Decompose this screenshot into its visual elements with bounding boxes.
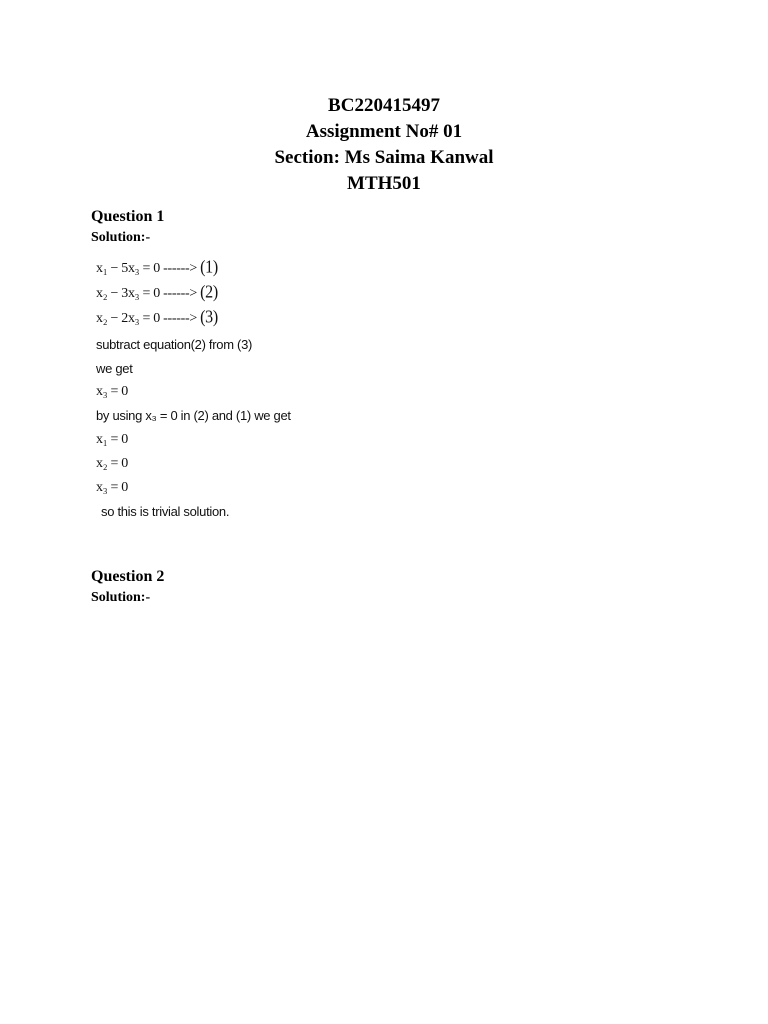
assignment-title: Assignment No# 01 [305, 121, 463, 142]
question-1-solution-label: Solution:- [91, 230, 151, 245]
document-header [0, 93, 768, 197]
x3-result: x₃ = 0 [96, 480, 128, 495]
student-id: BC220415497 [328, 95, 440, 116]
x3-zero-equation: x₃ = 0 [96, 384, 128, 399]
equation-2 [96, 283, 218, 303]
section-name: Section: Ms Saima Kanwal [274, 147, 494, 168]
solution-equations-image [96, 258, 336, 528]
course-code: MTH501 [347, 173, 421, 194]
we-get-text: we get [96, 361, 133, 376]
trivial-solution-conclusion: so this is trivial solution. [101, 504, 230, 519]
subtract-instruction: subtract equation(2) from (3) [96, 337, 253, 352]
equation-2-lhs: x₂ − 3x₃ = 0 ------> [96, 286, 197, 301]
equation-3-lhs: x₂ − 2x₃ = 0 ------> [96, 311, 197, 326]
equation-1 [96, 258, 218, 278]
question-2-solution-label: Solution:- [91, 590, 151, 605]
by-using-instruction: by using x₃ = 0 in (2) and (1) we get [96, 408, 291, 423]
x2-result: x₂ = 0 [96, 456, 128, 471]
equation-1-lhs: x₁ − 5x₃ = 0 ------> [96, 261, 197, 276]
equation-3-tag: (3) [200, 307, 218, 328]
equation-2-tag: (2) [200, 282, 218, 303]
x1-result: x₁ = 0 [96, 432, 128, 447]
question-2-heading: Question 2 [91, 568, 165, 585]
equation-1-tag: (1) [200, 257, 218, 278]
question-1-heading: Question 1 [91, 208, 165, 225]
equation-3 [96, 308, 218, 328]
